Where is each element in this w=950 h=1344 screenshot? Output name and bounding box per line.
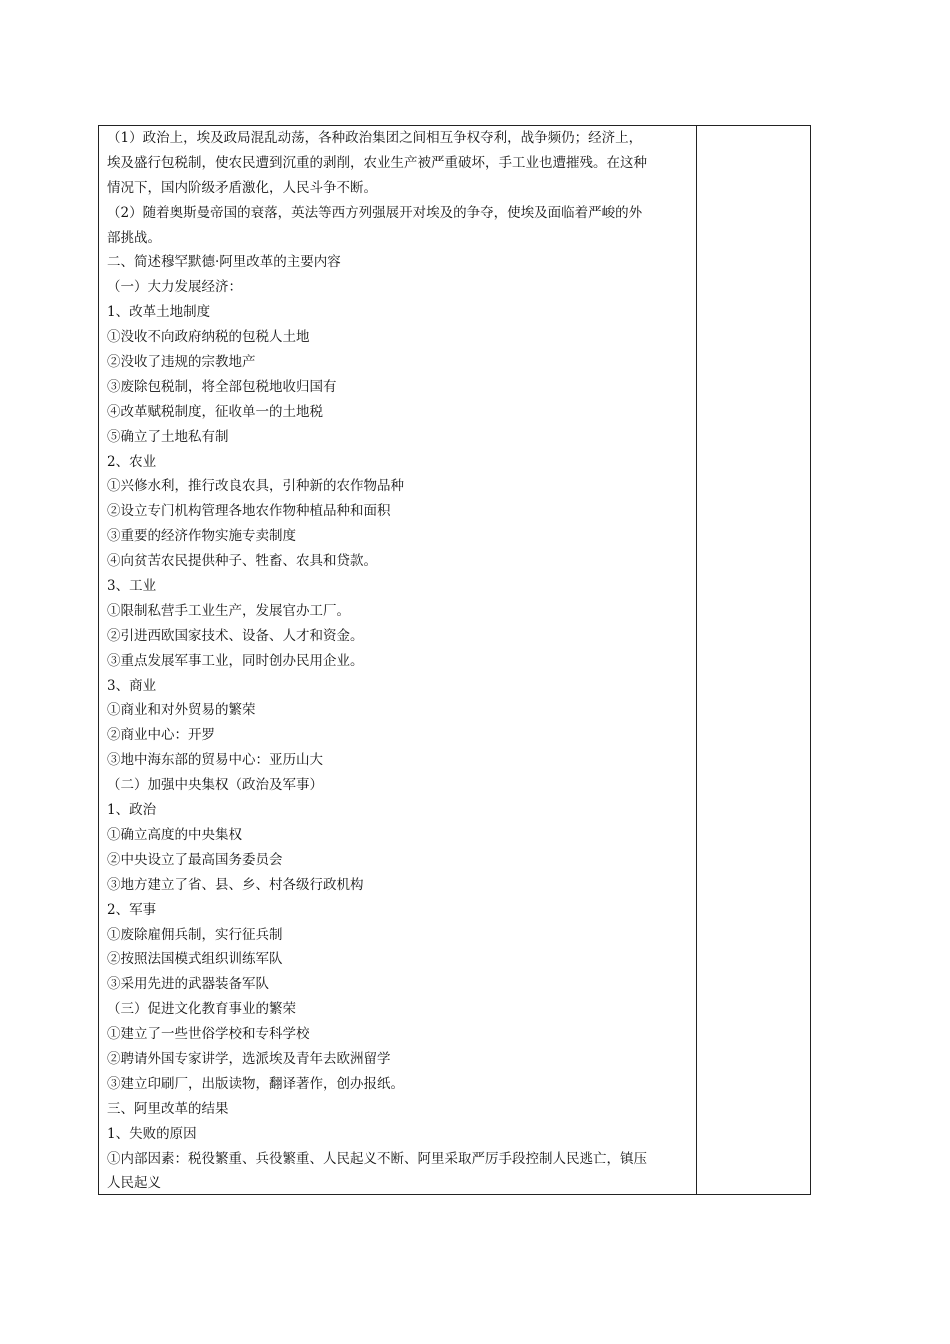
text-line: 二、简述穆罕默德·阿里改革的主要内容 [107,254,341,271]
text-line: 埃及盛行包税制，使农民遭到沉重的剥削，农业生产被严重破坏，手工业也遭摧残。在这种 [107,154,647,171]
text-line: 1、失败的原因 [107,1125,197,1142]
text-line: ①商业和对外贸易的繁荣 [107,702,256,719]
text-line: ②中央设立了最高国务委员会 [107,851,283,868]
text-line: 部挑战。 [107,229,161,246]
text-line: ③废除包税制，将全部包税地收归国有 [107,378,337,395]
text-line: ④向贫苦农民提供种子、牲畜、农具和贷款。 [107,553,377,570]
text-line: ③采用先进的武器装备军队 [107,976,269,993]
text-line: 2、军事 [107,901,157,918]
text-line: （2）随着奥斯曼帝国的衰落，英法等西方列强展开对埃及的争夺，使埃及面临着严峻的外 [107,204,643,221]
text-line: （1）政治上，埃及政局混乱动荡，各种政治集团之间相互争权夺利，战争频仍；经济上， [107,130,643,146]
text-line: ③地中海东部的贸易中心：亚历山大 [107,752,323,769]
text-line: ③重要的经济作物实施专卖制度 [107,528,296,545]
text-line: ①兴修水利，推行改良农具，引种新的农作物品种 [107,478,404,495]
notes-column-cell [697,126,810,1194]
text-line: 三、阿里改革的结果 [107,1100,229,1117]
text-line: 3、工业 [107,578,157,595]
text-line: 人民起义 [107,1175,161,1192]
text-line: ③建立印刷厂，出版读物，翻译著作，创办报纸。 [107,1075,404,1092]
text-line: ③重点发展军事工业，同时创办民用企业。 [107,652,364,669]
text-line: ②引进西欧国家技术、设备、人才和资金。 [107,627,364,644]
text-line: ②按照法国模式组织训练军队 [107,951,283,968]
text-line: ②商业中心：开罗 [107,727,215,744]
text-line: （二）加强中央集权（政治及军事） [107,777,323,794]
text-line: ②没收了违规的宗教地产 [107,354,256,371]
text-line: 1、政治 [107,802,157,819]
text-line: ①没收不向政府纳税的包税人土地 [107,329,310,346]
text-line: （三）促进文化教育事业的繁荣 [107,1001,296,1018]
text-line: 3、商业 [107,677,157,694]
text-line: 1、改革土地制度 [107,304,211,321]
text-line: ①确立高度的中央集权 [107,826,242,843]
text-line: ①限制私营手工业生产，发展官办工厂。 [107,602,350,619]
text-line: ②设立专门机构管理各地农作物种植品种和面积 [107,503,391,520]
text-line: 情况下，国内阶级矛盾激化，人民斗争不断。 [107,179,377,196]
main-content-cell [99,126,697,1194]
text-line: ⑤确立了土地私有制 [107,428,229,445]
text-line: ③地方建立了省、县、乡、村各级行政机构 [107,876,364,893]
text-line: ①废除雇佣兵制，实行征兵制 [107,926,283,943]
text-line: （一）大力发展经济： [107,279,242,296]
content-table [98,125,811,1195]
text-line: 2、农业 [107,453,157,470]
text-line: ②聘请外国专家讲学，选派埃及青年去欧洲留学 [107,1050,391,1067]
text-line: ④改革赋税制度，征收单一的土地税 [107,403,323,420]
text-line: ①建立了一些世俗学校和专科学校 [107,1026,310,1043]
text-line: ①内部因素：税役繁重、兵役繁重、人民起义不断、阿里采取严厉手段控制人民逃亡，镇压 [107,1150,647,1167]
